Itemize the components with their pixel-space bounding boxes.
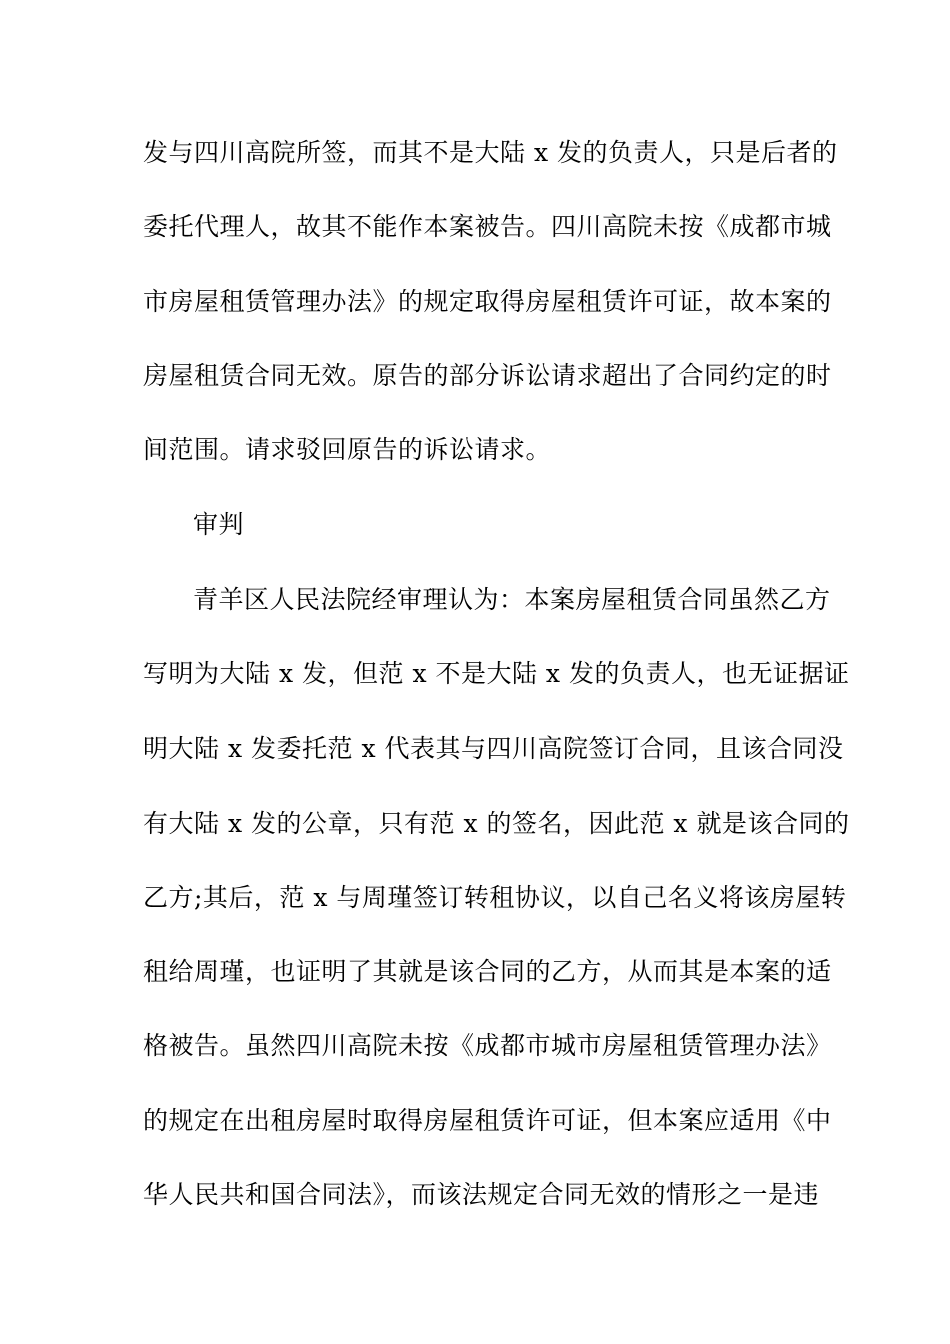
paragraph-line: 发与四川高院所签，而其不是大陆 x 发的负责人，只是后者的 xyxy=(143,138,838,167)
paragraph-line: 有大陆 x 发的公章，只有范 x 的签名，因此范 x 就是该合同的 xyxy=(143,809,850,838)
paragraph-line: 市房屋租赁管理办法》的规定取得房屋租赁许可证，故本案的 xyxy=(143,287,832,316)
paragraph-line: 明大陆 x 发委托范 x 代表其与四川高院签订合同，且该合同没 xyxy=(143,734,844,763)
paragraph-line: 租给周瑾，也证明了其就是该合同的乙方，从而其是本案的适 xyxy=(143,957,832,986)
paragraph-line: 房屋租赁合同无效。原告的部分诉讼请求超出了合同约定的时 xyxy=(143,361,832,390)
paragraph-line: 青羊区人民法院经审理认为：本案房屋租赁合同虽然乙方 xyxy=(193,585,831,614)
paragraph-line: 格被告。虽然四川高院未按《成都市城市房屋租赁管理办法》 xyxy=(143,1031,832,1060)
paragraph-line: 委托代理人，故其不能作本案被告。四川高院未按《成都市城 xyxy=(143,212,832,241)
section-heading: 审判 xyxy=(193,510,245,539)
paragraph-line: 的规定在出租房屋时取得房屋租赁许可证，但本案应适用《中 xyxy=(143,1106,832,1135)
paragraph-line: 乙方;其后，范 x 与周瑾签订转租协议，以自己名义将该房屋转 xyxy=(143,883,847,912)
paragraph-line: 间范围。请求驳回原告的诉讼请求。 xyxy=(143,435,552,464)
paragraph-line: 写明为大陆 x 发，但范 x 不是大陆 x 发的负责人，也无证据证 xyxy=(143,659,850,688)
paragraph-line: 华人民共和国合同法》，而该法规定合同无效的情形之一是违 xyxy=(143,1180,820,1209)
